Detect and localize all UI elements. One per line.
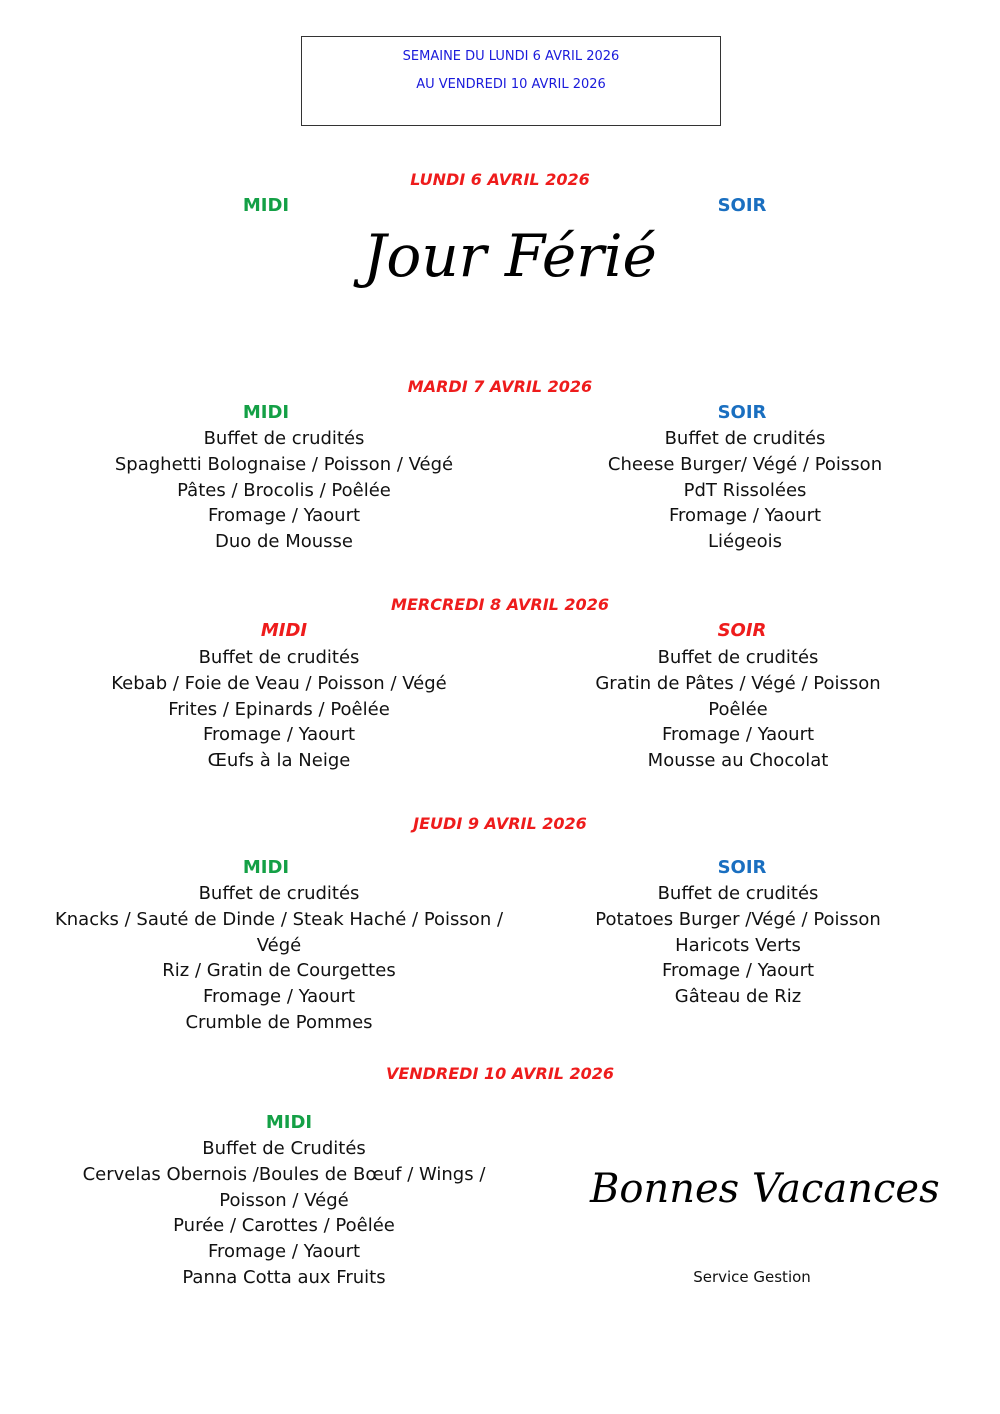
menu-item: Poisson / Végé	[219, 1189, 349, 1211]
menu-item: Fromage / Yaourt	[207, 1241, 361, 1263]
menu-item: Pâtes / Brocolis / Poêlée	[177, 479, 391, 501]
day-title-vendredi: VENDREDI 10 AVRIL 2026	[385, 1064, 615, 1083]
soir-label-mardi: SOIR	[717, 402, 767, 423]
menu-item: Liégeois	[708, 531, 782, 553]
midi-label-jeudi: MIDI	[242, 857, 290, 878]
menu-list-jeudi-midi	[39, 881, 519, 1036]
jour-ferie-note: Jour Férié	[363, 222, 657, 290]
menu-item: Fromage / Yaourt	[202, 724, 356, 746]
soir-label-lundi: SOIR	[717, 195, 767, 216]
week-header-line-2: AU VENDREDI 10 AVRIL 2026	[416, 77, 606, 92]
menu-list-vendredi-midi	[64, 1136, 504, 1291]
menu-item: Frites / Epinards / Poêlée	[168, 698, 390, 720]
menu-item: Fromage / Yaourt	[668, 505, 822, 527]
menu-item: Buffet de crudités	[198, 647, 360, 668]
menu-item: Buffet de crudités	[657, 647, 819, 668]
bonnes-vacances-note: Bonnes Vacances	[590, 1166, 940, 1212]
soir-label-jeudi: SOIR	[717, 857, 767, 878]
menu-item: Purée / Carottes / Poêlée	[173, 1215, 395, 1237]
menu-item: Crumble de Pommes	[185, 1011, 373, 1033]
midi-label-vendredi: MIDI	[265, 1112, 313, 1133]
menu-list-mardi-midi	[84, 426, 484, 555]
menu-item: Fromage / Yaourt	[661, 724, 815, 746]
menu-list-mercredi-soir	[558, 645, 918, 774]
soir-label-mercredi: SOIR	[717, 620, 767, 641]
menu-list-mardi-soir	[565, 426, 925, 555]
menu-item: Potatoes Burger /Végé / Poisson	[595, 908, 881, 930]
menu-item: Cheese Burger/ Végé / Poisson	[607, 453, 883, 475]
week-header-line-1: SEMAINE DU LUNDI 6 AVRIL 2026	[402, 49, 620, 64]
day-title-mardi: MARDI 7 AVRIL 2026	[407, 377, 593, 396]
menu-item: Fromage / Yaourt	[661, 960, 815, 982]
menu-item: Knacks / Sauté de Dinde / Steak Haché / Poisson /	[54, 908, 504, 930]
menu-item: Fromage / Yaourt	[207, 505, 361, 527]
day-title-mercredi: MERCREDI 8 AVRIL 2026	[391, 595, 609, 614]
menu-item: Buffet de crudités	[198, 883, 360, 904]
menu-item: Buffet de crudités	[657, 883, 819, 904]
menu-list-mercredi-midi	[79, 645, 479, 774]
menu-item: Kebab / Foie de Veau / Poisson / Végé	[111, 672, 447, 694]
menu-item: Gâteau de Riz	[674, 986, 802, 1008]
menu-item: Fromage / Yaourt	[202, 986, 356, 1008]
midi-label-lundi: MIDI	[242, 195, 290, 216]
menu-item: Panna Cotta aux Fruits	[182, 1266, 386, 1288]
menu-item: Buffet de Crudités	[202, 1138, 366, 1159]
day-title-lundi: LUNDI 6 AVRIL 2026	[410, 170, 590, 189]
menu-item: Buffet de crudités	[203, 428, 365, 449]
signature: Service Gestion	[693, 1268, 811, 1286]
menu-list-jeudi-soir	[558, 881, 918, 1010]
menu-item: Spaghetti Bolognaise / Poisson / Végé	[114, 453, 454, 475]
menu-item: Haricots Verts	[675, 934, 801, 956]
menu-item: Duo de Mousse	[214, 531, 353, 553]
menu-item: Mousse au Chocolat	[647, 750, 829, 772]
menu-item: Œufs à la Neige	[207, 750, 351, 772]
day-title-jeudi: JEUDI 9 AVRIL 2026	[413, 814, 587, 833]
menu-item: Gratin de Pâtes / Végé / Poisson	[595, 672, 881, 694]
menu-item: PdT Rissolées	[683, 479, 807, 501]
menu-item: Poêlée	[708, 698, 768, 720]
menu-item: Cervelas Obernois /Boules de Bœuf / Wings /	[82, 1163, 486, 1185]
menu-item: Végé	[256, 934, 302, 956]
menu-item: Buffet de crudités	[664, 428, 826, 449]
midi-label-mercredi: MIDI	[260, 620, 308, 641]
menu-item: Riz / Gratin de Courgettes	[162, 960, 396, 982]
midi-label-mardi: MIDI	[242, 402, 290, 423]
week-header-box	[301, 36, 721, 126]
